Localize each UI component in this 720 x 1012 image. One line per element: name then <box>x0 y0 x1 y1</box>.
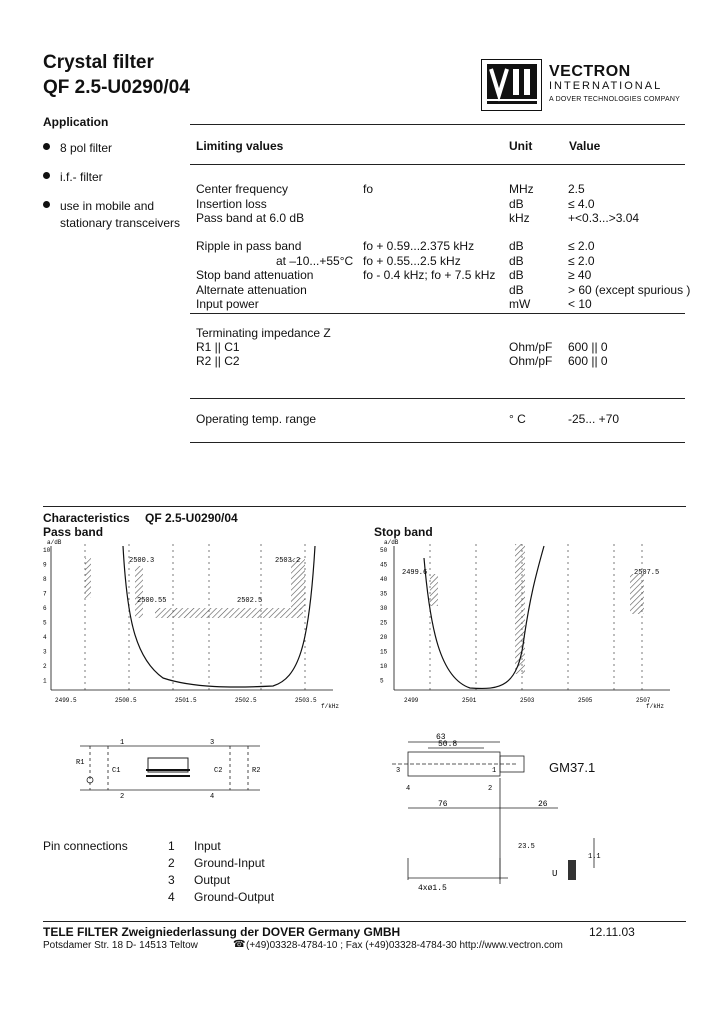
limits-row-label: Operating temp. range <box>196 412 317 426</box>
limits-row-label: at –10...+55°C <box>276 254 354 268</box>
limits-header-unit: Unit <box>509 139 533 153</box>
bullet-icon <box>43 201 50 208</box>
limits-header-value: Value <box>569 139 601 153</box>
limits-row-unit: dB <box>509 254 524 268</box>
package-dim: 23.5 <box>518 843 535 851</box>
stopband-y-tick: 30 <box>380 605 388 612</box>
logo-sub: INTERNATIONAL <box>549 80 663 92</box>
limits-row-condition: fo <box>363 182 374 196</box>
passband-label: 2500.3 <box>129 557 155 565</box>
stopband-y-tick: 45 <box>380 561 388 569</box>
bullet-icon <box>43 143 50 150</box>
package-dim: 76 <box>438 800 448 809</box>
limits-row-unit: dB <box>509 283 524 297</box>
footer-address: Potsdamer Str. 18 D- 14513 Teltow <box>43 940 198 951</box>
limits-row-label: Alternate attenuation <box>196 283 307 297</box>
application-heading: Application <box>43 115 109 129</box>
limits-row-unit: dB <box>509 239 524 253</box>
characteristics-rule <box>43 506 686 507</box>
table-header-rule <box>190 164 685 165</box>
limits-header-label: Limiting values <box>196 139 284 153</box>
limits-row-value: ≤ 2.0 <box>568 239 595 253</box>
passband-x-tick: 2501.5 <box>175 697 197 704</box>
title-line1: Crystal filter <box>43 52 154 73</box>
passband-y-tick: 9 <box>43 561 47 569</box>
table-top-rule <box>190 124 685 125</box>
stopband-title: Stop band <box>374 525 433 539</box>
limits-row-value: ≤ 4.0 <box>568 197 595 211</box>
vectron-logo <box>481 59 542 111</box>
limits-row-value: -25... +70 <box>568 412 620 426</box>
pin-number: 2 <box>168 856 175 870</box>
package-pin <box>568 860 576 880</box>
logo-name: VECTRON <box>549 63 631 80</box>
limits-row-unit: Ohm/pF <box>509 354 553 368</box>
limits-row-label: Center frequency <box>196 182 289 196</box>
passband-label: 2500.55 <box>137 597 167 605</box>
stopband-x-tick: 2507 <box>636 697 651 704</box>
pins-heading: Pin connections <box>43 839 128 853</box>
limits-row-unit: Ohm/pF <box>509 340 553 354</box>
stopband-x-tick: 2499 <box>404 697 419 704</box>
limits-row-unit: dB <box>509 268 524 282</box>
pin-number: 1 <box>168 839 175 853</box>
footer-contact: (+49)03328-4784-10 ; Fax (+49)03328-4784-30 http://www.vectron.com <box>246 940 563 951</box>
passband-x-tick: 2500.5 <box>115 697 137 704</box>
passband-y-tick: 4 <box>43 634 47 641</box>
limits-row-label: R1 || C1 <box>196 340 240 354</box>
passband-mask-left-inner <box>135 566 143 618</box>
stopband-x-tick: 2503 <box>520 697 535 704</box>
limits-row-value: ≥ 40 <box>568 268 592 282</box>
limits-row-label: Terminating impedance Z <box>196 326 331 340</box>
limits-row-label: Stop band attenuation <box>196 268 314 282</box>
limits-row-condition: fo + 0.55...2.5 kHz <box>363 254 461 268</box>
limits-row-condition: fo + 0.59...2.375 kHz <box>363 239 475 253</box>
stopband-chart <box>380 538 690 714</box>
passband-y-tick: 1 <box>43 677 47 685</box>
passband-y-tick: 6 <box>43 605 47 612</box>
limits-row-unit: dB <box>509 197 524 211</box>
circuit-c2: C2 <box>214 767 223 775</box>
stopband-x-unit: f/kHz <box>646 703 665 710</box>
passband-x-tick: 2502.5 <box>235 697 257 704</box>
stopband-y-tick: 35 <box>380 590 388 598</box>
passband-y-tick: 7 <box>43 590 47 598</box>
package-dim: U <box>552 869 558 879</box>
passband-y-unit: a/dB <box>47 539 62 546</box>
package-dim: 4xø1.5 <box>418 884 447 893</box>
package-pin-label: 3 <box>396 767 401 775</box>
passband-label: 2502.5 <box>237 597 263 605</box>
pin-name: Ground-Output <box>194 890 275 904</box>
stopband-y-unit: a/dB <box>384 539 399 546</box>
limits-row-label: Insertion loss <box>196 197 267 211</box>
stopband-label: 2507.5 <box>634 569 660 577</box>
stopband-label: 2499.6 <box>402 569 428 577</box>
package-dim: 50.8 <box>438 740 458 749</box>
circuit-r2: R2 <box>252 767 261 775</box>
limits-row-label: Input power <box>196 297 259 311</box>
title-line2: QF 2.5-U0290/04 <box>43 77 190 98</box>
pin-name: Ground-Input <box>194 856 265 870</box>
circuit-diagram <box>70 736 270 800</box>
limits-row-value: +<0.3...>3.04 <box>568 211 640 225</box>
package-dim: 1.1 <box>588 853 601 861</box>
limits-row-label: R2 || C2 <box>196 354 240 368</box>
passband-x-tick: 2499.5 <box>55 697 77 704</box>
package-drawing <box>388 728 608 898</box>
stopband-x-tick: 2505 <box>578 697 593 704</box>
package-dim: 26 <box>538 800 548 809</box>
passband-y-tick: 10 <box>43 547 51 554</box>
footer-date: 12.11.03 <box>589 925 635 939</box>
package-pin-label: 1 <box>492 767 497 775</box>
limits-row-value: 2.5 <box>568 182 585 196</box>
stopband-mask-left <box>430 574 438 606</box>
circuit-n4: 4 <box>210 793 215 800</box>
limits-row-unit: ° C <box>509 412 526 426</box>
stopband-y-tick: 40 <box>380 576 388 583</box>
circuit-n2: 2 <box>120 793 125 800</box>
limits-row-condition: fo - 0.4 kHz; fo + 7.5 kHz <box>363 268 496 282</box>
passband-label: 2503.2 <box>275 557 301 565</box>
stopband-y-tick: 10 <box>380 663 388 670</box>
footer-company: TELE FILTER Zweigniederlassung der DOVER Germany GMBH <box>43 925 401 939</box>
passband-x-tick: 2503.5 <box>295 697 317 704</box>
limits-row-value: ≤ 2.0 <box>568 254 595 268</box>
table-rule <box>190 313 685 314</box>
stopband-grid <box>430 544 642 690</box>
passband-y-tick: 2 <box>43 663 47 670</box>
circuit-n1: 1 <box>120 739 125 747</box>
circuit-n3: 3 <box>210 739 215 747</box>
stopband-y-tick: 50 <box>380 547 388 554</box>
pin-name: Output <box>194 873 231 887</box>
table-rule <box>190 398 685 399</box>
stopband-y-tick: 25 <box>380 619 388 627</box>
limits-row-unit: kHz <box>509 211 530 225</box>
stopband-y-tick: 15 <box>380 648 388 656</box>
passband-y-tick: 5 <box>43 619 47 627</box>
footer-rule <box>43 921 686 922</box>
limits-row-unit: MHz <box>509 182 534 196</box>
stopband-mask <box>430 544 644 674</box>
application-item: i.f.- filter <box>43 169 103 186</box>
passband-y-tick: 8 <box>43 576 47 583</box>
pin-number: 4 <box>168 890 175 904</box>
stopband-mask-right <box>630 574 644 614</box>
circuit-c1: C1 <box>112 767 121 775</box>
limits-row-value: 600 || 0 <box>568 340 608 354</box>
application-item: use in mobile and <box>43 198 154 215</box>
passband-mask <box>85 558 305 618</box>
limits-row-unit: mW <box>509 297 531 311</box>
passband-x-unit: f/kHz <box>321 703 340 710</box>
passband-mask-right <box>291 558 305 610</box>
stopband-curve <box>424 546 544 688</box>
passband-chart <box>43 538 363 714</box>
passband-y-tick: 3 <box>43 648 47 656</box>
pin-number: 3 <box>168 873 175 887</box>
characteristics-heading: Characteristics <box>43 511 130 525</box>
stopband-y-tick: 5 <box>380 677 384 685</box>
stopband-x-tick: 2501 <box>462 697 477 704</box>
package-name: GM37.1 <box>549 760 596 775</box>
application-item: stationary transceivers <box>60 216 181 230</box>
limits-row-value: > 60 (except spurious ) <box>568 283 691 297</box>
package-pin-label: 2 <box>488 785 493 793</box>
limits-row-label: Ripple in pass band <box>196 239 302 253</box>
circuit-r1: R1 <box>76 759 85 767</box>
phone-icon: ☎ <box>233 939 246 950</box>
passband-mask-bottom <box>155 608 303 618</box>
passband-title: Pass band <box>43 525 104 539</box>
passband-mask-left <box>85 558 91 598</box>
package-dim: 63 <box>436 733 446 742</box>
pin-name: Input <box>194 839 221 853</box>
table-bottom-rule <box>190 442 685 443</box>
limits-row-value: 600 || 0 <box>568 354 608 368</box>
stopband-y-tick: 20 <box>380 634 388 641</box>
bullet-icon <box>43 172 50 179</box>
characteristics-model: QF 2.5-U0290/04 <box>145 511 238 525</box>
limits-row-label: Pass band at 6.0 dB <box>196 211 305 225</box>
logo-tag: A DOVER TECHNOLOGIES COMPANY <box>549 96 680 103</box>
stopband-mask-center <box>515 544 525 674</box>
application-item: 8 pol filter <box>43 140 112 157</box>
limits-row-value: < 10 <box>568 297 592 311</box>
package-pin-label: 4 <box>406 785 411 793</box>
